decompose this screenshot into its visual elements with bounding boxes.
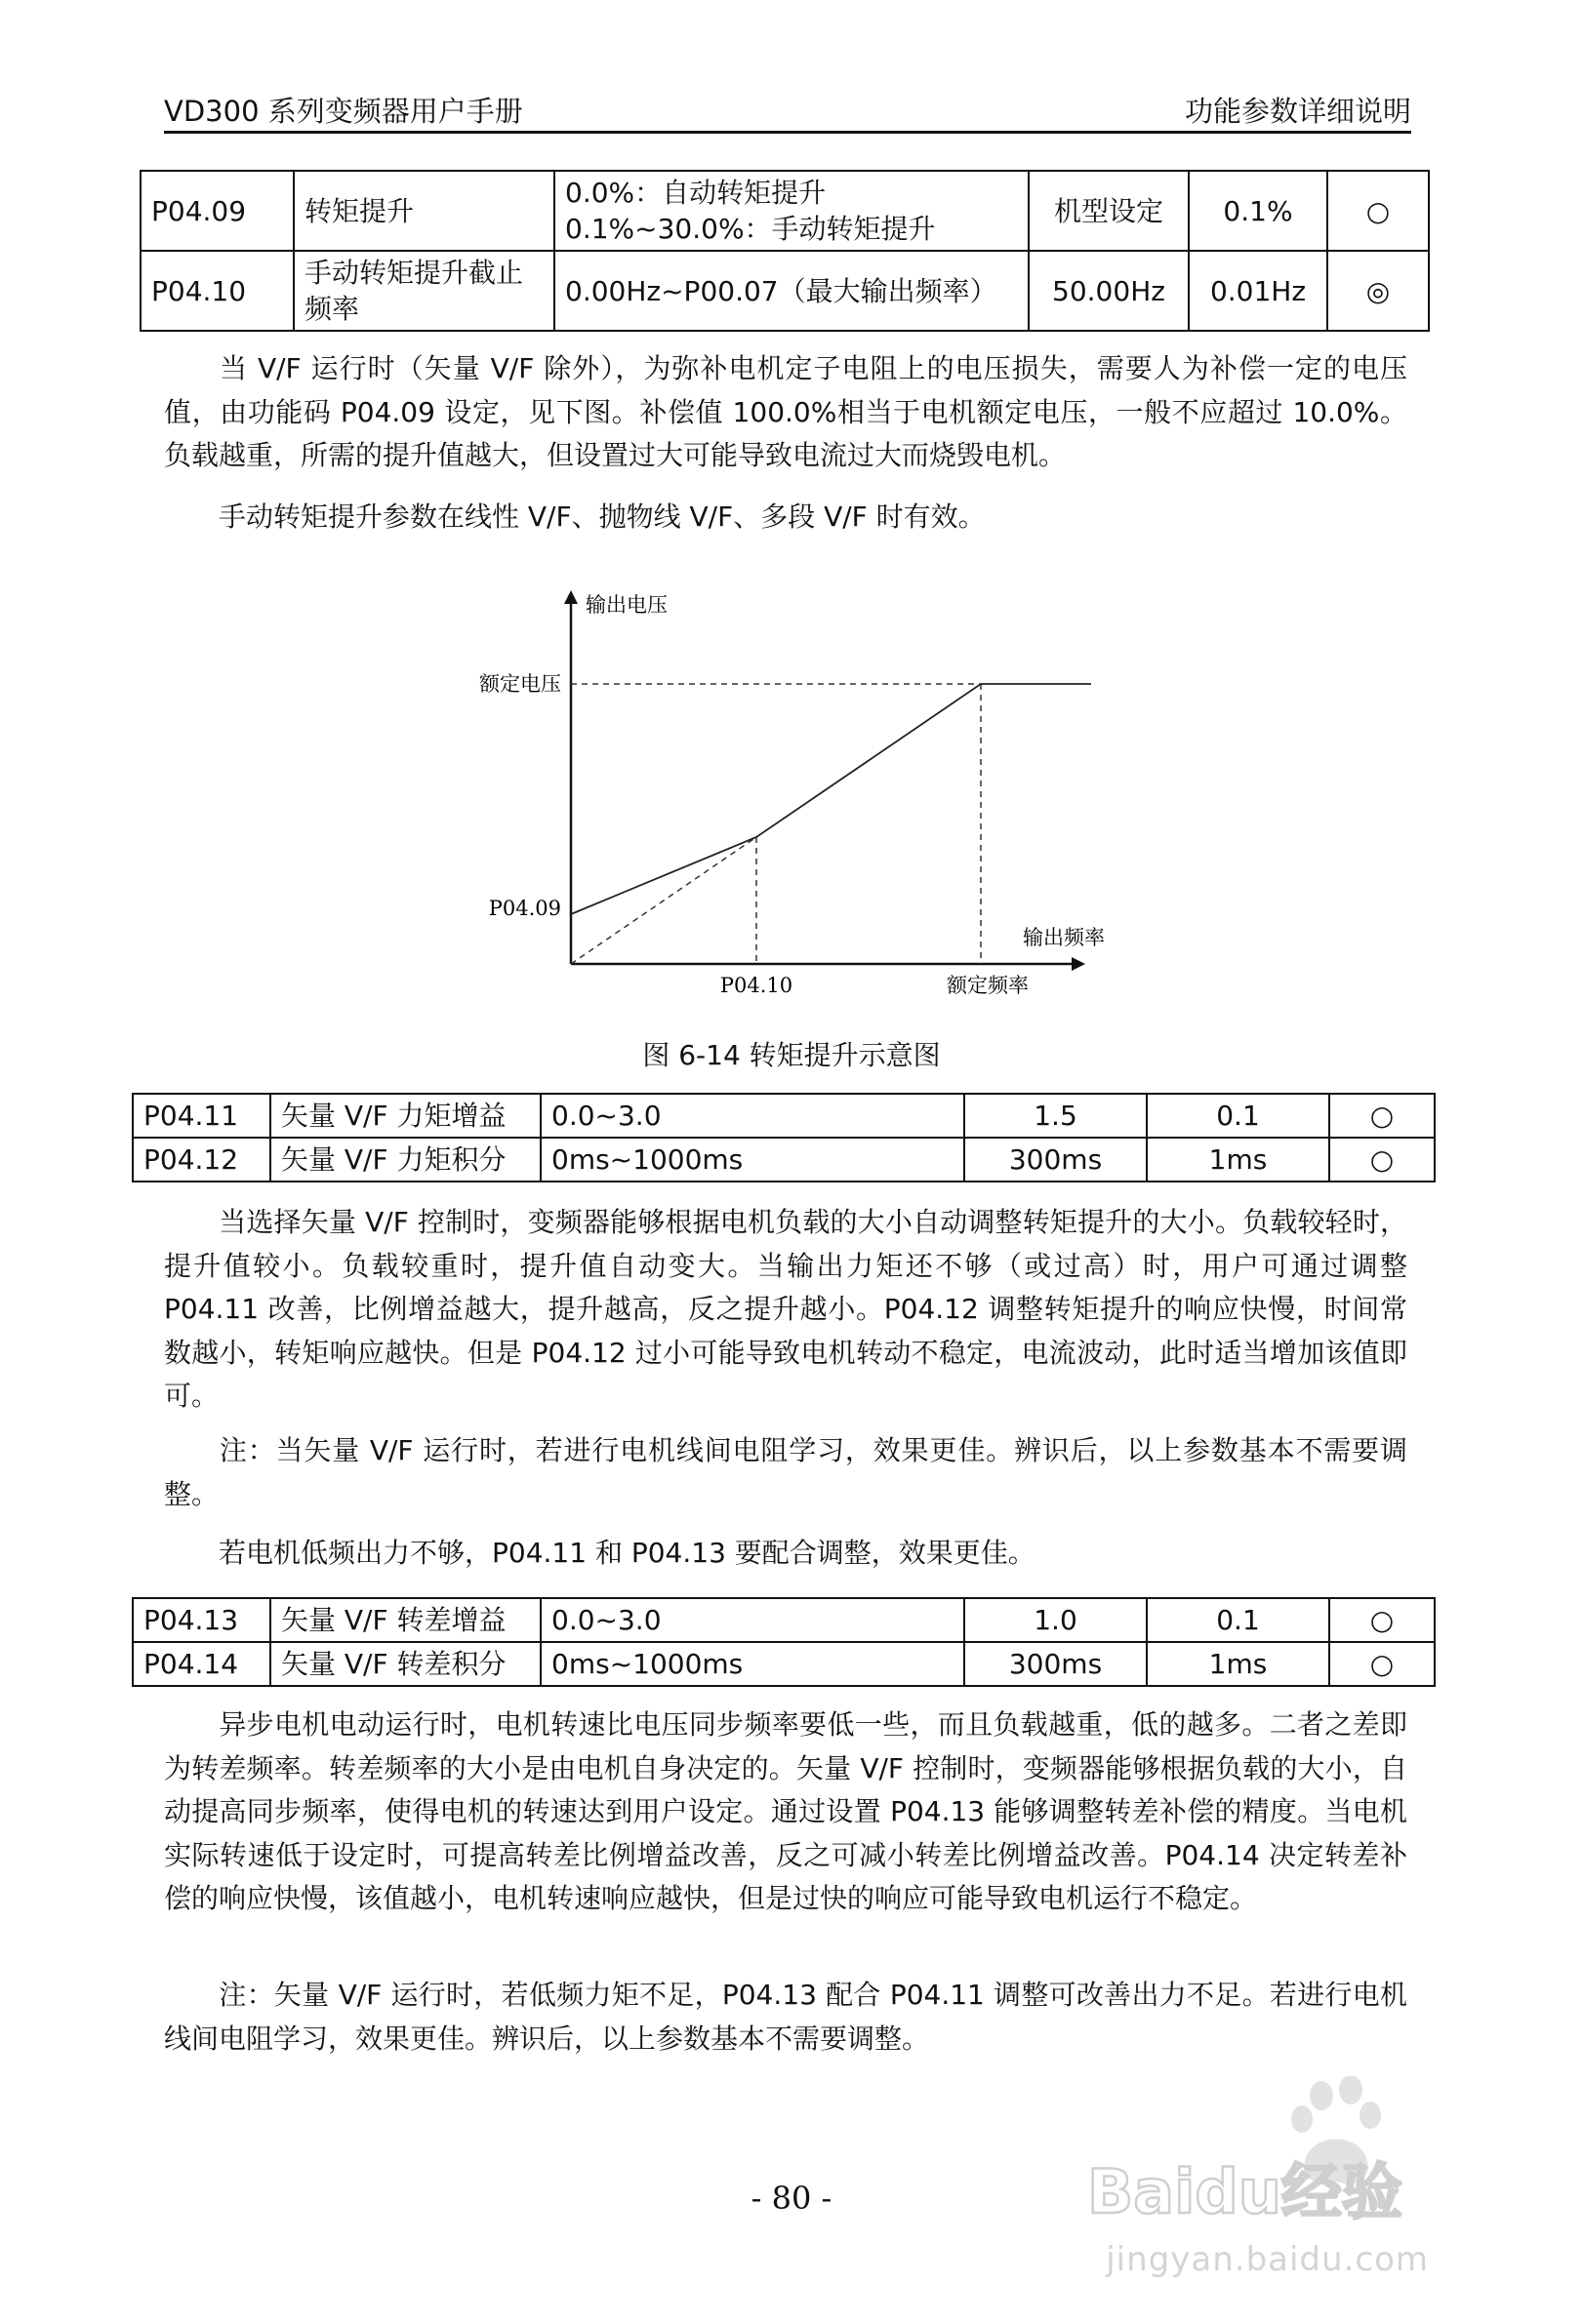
paragraph (164, 1703, 1407, 1921)
param-range: 0.0~3.0 (541, 1598, 964, 1642)
param-name: 矢量 V/F 转差积分 (270, 1642, 541, 1686)
figure-caption: 图 6-14 转矩提升示意图 (642, 1039, 941, 1071)
param-attr: ○ (1329, 1138, 1435, 1182)
param-attr: ◎ (1327, 251, 1429, 331)
paragraph-text: 若电机低频出力不够，P04.11 和 P04.13 要配合调整，效果更佳。 (219, 1537, 1035, 1569)
param-default: 50.00Hz (1029, 251, 1189, 331)
param-range: 0.00Hz~P00.07（最大输出频率） (554, 251, 1029, 331)
param-default: 1.0 (964, 1598, 1147, 1642)
param-attr: ○ (1329, 1094, 1435, 1138)
table-row (133, 1138, 1435, 1182)
header-divider (164, 131, 1411, 134)
paragraph-text: 异步电机电动运行时，电机转速比电压同步频率要低一些，而且负载越重，低的越多。二者之差即为转差频率。转差频率的大小是由电机自身决定的。矢量 V/F 控制时，变频器能够根据负载的大小，自动提高同步频率，使得电机的转速达到用户设定。通过设置 P04.13 能够调整转差补偿的精度。当电机实际转速低于设定时，可提高转差比例增益改善，反之可减小转差比例增益改善。P04.14 决定转差补偿的响应快慢，该值越小，电机转速响应越快，但是过快的响应可能导致电机运行不稳定。 (164, 1708, 1407, 1914)
table-row (141, 251, 1429, 331)
param-name: 矢量 V/F 转差增益 (270, 1598, 541, 1642)
param-name: 矢量 V/F 力矩积分 (270, 1138, 541, 1182)
boost-label: P04.09 (488, 897, 561, 920)
table-row (141, 171, 1429, 251)
param-unit: 0.01Hz (1189, 251, 1327, 331)
param-unit: 1ms (1147, 1138, 1329, 1182)
param-code: P04.12 (133, 1138, 270, 1182)
section-title: 功能参数详细说明 (1184, 95, 1411, 128)
param-range (554, 171, 1029, 251)
param-range: 0ms~1000ms (541, 1138, 964, 1182)
param-table-2 (132, 1093, 1436, 1182)
paragraph-text: 注：当矢量 V/F 运行时，若进行电机线间电阻学习，效果更佳。辨识后，以上参数基本不需要调整。 (164, 1434, 1407, 1510)
paragraph (164, 496, 1407, 540)
param-range-line: 0.0%：自动转矩提升 (565, 177, 827, 209)
param-unit: 0.1 (1147, 1094, 1329, 1138)
paragraph (164, 1201, 1407, 1419)
paragraph (164, 1974, 1407, 2061)
param-default: 300ms (964, 1138, 1147, 1182)
param-name-line: 频率 (304, 293, 360, 325)
boosted-vf-curve (571, 684, 1091, 914)
param-range: 0.0~3.0 (541, 1094, 964, 1138)
watermark-logo-text: Baidu经验 (1087, 2156, 1402, 2223)
cutoff-label: P04.10 (719, 974, 793, 997)
param-unit: 1ms (1147, 1642, 1329, 1686)
paragraph (164, 1429, 1407, 1516)
param-table-1 (140, 170, 1430, 332)
linear-vf-dashed (571, 837, 756, 964)
param-name: 转矩提升 (294, 171, 554, 251)
table-row (133, 1094, 1435, 1138)
torque-boost-diagram (0, 576, 1583, 1005)
param-name: 矢量 V/F 力矩增益 (270, 1094, 541, 1138)
param-default: 300ms (964, 1642, 1147, 1686)
param-attr: ○ (1329, 1598, 1435, 1642)
param-name-line: 手动转矩提升截止 (304, 257, 524, 289)
paragraph-text: 当 V/F 运行时（矢量 V/F 除外），为弥补电机定子电阻上的电压损失，需要人为补偿一定的电压值，由功能码 P04.09 设定，见下图。补偿值 100.0%相当于电机额定电压，一般不应超过 10.0%。负载越重，所需的提升值越大，但设置过大可能导致电流过大而烧毁电机。 (164, 352, 1407, 471)
document-title: VD300 系列变频器用户手册 (164, 95, 523, 128)
param-table-3 (132, 1597, 1436, 1687)
param-range-line: 0.1%~30.0%：手动转矩提升 (565, 213, 936, 245)
param-code: P04.13 (133, 1598, 270, 1642)
paragraph (164, 347, 1407, 478)
rated-freq-label: 额定频率 (947, 974, 1029, 997)
y-axis-label: 输出电压 (586, 593, 668, 617)
paragraph-text: 当选择矢量 V/F 控制时，变频器能够根据电机负载的大小自动调整转矩提升的大小。负载较轻时，提升值较小。负载较重时，提升值自动变大。当输出力矩还不够（或过高）时，用户可通过调整 P04.11 改善，比例增益越大，提升越高，反之提升越小。P04.12 调整转矩提升的响应快慢，时间常数越小，转矩响应越快。但是 P04.12 过小可能导致电机转动不稳定，电流波动，此时适当增加该值即可。 (164, 1206, 1407, 1412)
table-row (133, 1642, 1435, 1686)
param-range: 0ms~1000ms (541, 1642, 964, 1686)
param-attr: ○ (1327, 171, 1429, 251)
param-name (294, 251, 554, 331)
param-unit: 0.1% (1189, 171, 1327, 251)
watermark-url: jingyan.baidu.com (1106, 2240, 1429, 2279)
param-code: P04.11 (133, 1094, 270, 1138)
page-number: - 80 - (751, 2180, 832, 2217)
param-default: 机型设定 (1029, 171, 1189, 251)
x-axis-label: 输出频率 (1023, 926, 1105, 949)
paragraph-text: 注：矢量 V/F 运行时，若低频力矩不足，P04.13 配合 P04.11 调整可改善出力不足。若进行电机线间电阻学习，效果更佳。辨识后，以上参数基本不需要调整。 (164, 1979, 1407, 2055)
rated-voltage-label: 额定电压 (479, 672, 561, 696)
param-default: 1.5 (964, 1094, 1147, 1138)
param-code: P04.14 (133, 1642, 270, 1686)
paragraph-text: 手动转矩提升参数在线性 V/F、抛物线 V/F、多段 V/F 时有效。 (219, 501, 986, 533)
param-code: P04.10 (141, 251, 294, 331)
param-attr: ○ (1329, 1642, 1435, 1686)
table-row (133, 1598, 1435, 1642)
param-unit: 0.1 (1147, 1598, 1329, 1642)
param-code: P04.09 (141, 171, 294, 251)
baidu-watermark-logo (1076, 2076, 1466, 2223)
paragraph (164, 1532, 1407, 1576)
